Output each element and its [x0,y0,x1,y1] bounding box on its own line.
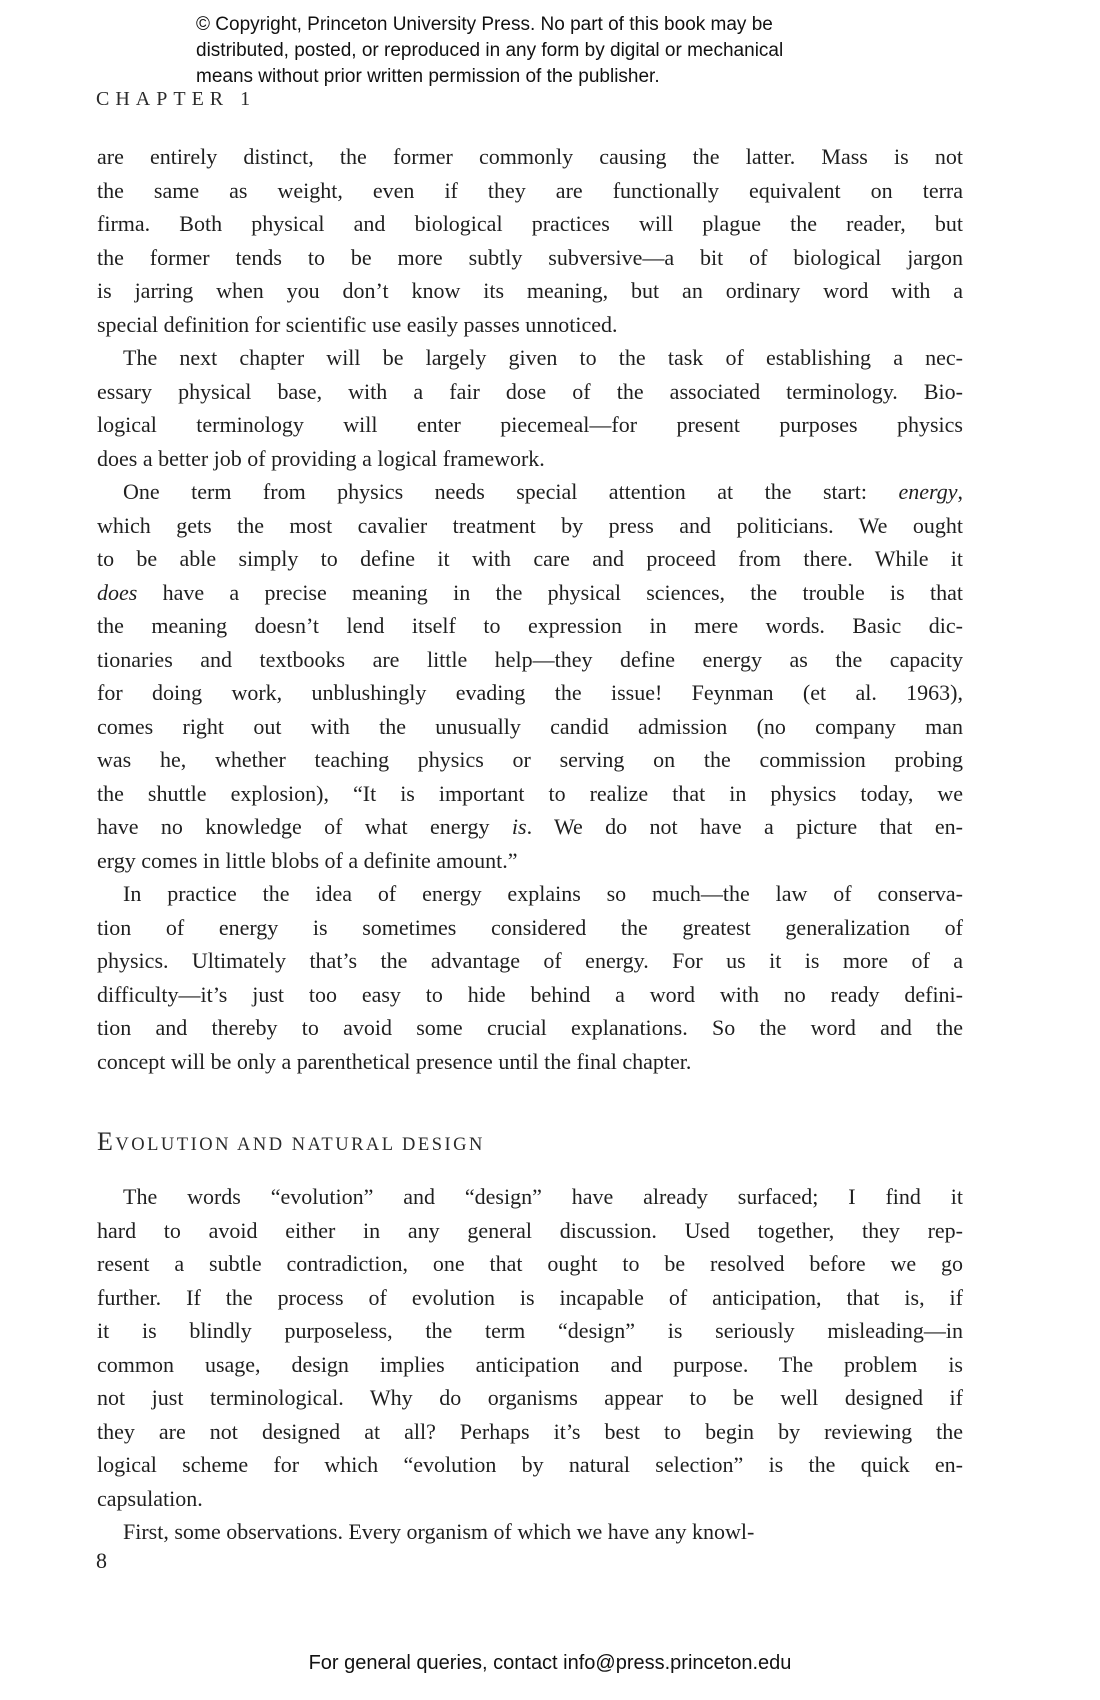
text-line: essary physical base, with a fair dose of the associated terminology. Bio- [97,378,963,404]
text-line: resent a subtle contradiction, one that ought to be resolved before we go [97,1251,963,1276]
text-line: logical scheme for which “evolution by natural selection” is the quick en- [97,1452,963,1477]
text-line: hard to avoid either in any general discussion. Used together, they rep- [97,1217,963,1243]
text-line: difficulty—it’s just too easy to hide behind a word with no ready defini- [97,981,963,1007]
section-heading: EVOLUTION AND NATURAL DESIGN [97,1127,485,1156]
text-line: was he, whether teaching physics or serving on the commission probing [97,747,963,772]
text-line: tionaries and textbooks are little help—they define energy as the capacity [97,646,963,672]
paragraph [97,341,963,475]
text-line: the shuttle explosion), “It is important to realize that in physics today, we [97,780,963,806]
text-line: have no knowledge of what energy is. We do not have a picture that en- [97,814,964,839]
text-line: tion of energy is sometimes considered the greatest generalization of [97,914,963,940]
text-line: for doing work, unblushingly evading the issue! Feynman (et al. 1963), [97,680,963,705]
page-number: 8 [96,1548,107,1573]
text-line: further. If the process of evolution is incapable of anticipation, that is, if [97,1284,963,1310]
paragraph [97,1180,963,1515]
text-line: to be able simply to define it with care and proceed from there. While it [97,546,963,571]
text-line: which gets the most cavalier treatment by press and politicians. We ought [97,512,963,538]
text-line: physics. Ultimately that’s the advantage of energy. For us it is more of a [97,948,963,973]
text-line: firma. Both physical and biological practices will plague the reader, but [97,211,963,236]
paragraph [97,877,963,1078]
paragraph [97,140,963,341]
copyright-notice [196,12,783,90]
text-line: First, some observations. Every organism of which we have any knowl- [123,1519,755,1544]
text-line: tion and thereby to avoid some crucial explanations. So the word and the [97,1015,963,1040]
text-line: is jarring when you don’t know its meaning, but an ordinary word with a [97,278,963,303]
text-line: special definition for scientific use easily passes unnoticed. [97,311,618,337]
copyright-line: © Copyright, Princeton University Press. No part of this book may be [196,14,773,35]
text-line: logical terminology will enter piecemeal—for present purposes physics [97,412,963,437]
text-line: In practice the idea of energy explains so much—the law of conserva- [123,881,963,906]
text-line: it is blindly purposeless, the term “design” is seriously misleading—in [97,1318,963,1343]
text-line: common usage, design implies anticipation and purpose. The problem is [97,1351,963,1377]
text-line: they are not designed at all? Perhaps it’s best to begin by reviewing the [97,1418,963,1444]
text-line: concept will be only a parenthetical presence until the final chapter. [97,1048,692,1074]
text-line: are entirely distinct, the former commonly causing the latter. Mass is not [97,144,963,169]
text-line: ergy comes in little blobs of a definite amount.” [97,847,518,873]
text-line: The next chapter will be largely given to the task of establishing a nec- [123,345,963,370]
text-line: the meaning doesn’t lend itself to expression in mere words. Basic dic- [97,613,963,638]
text-line: comes right out with the unusually candid admission (no company man [97,713,963,739]
footer-contact-text: For general queries, contact info@press.princeton.edu [308,1652,792,1674]
text-line: the same as weight, even if they are functionally equivalent on terra [97,177,963,203]
text-line: the former tends to be more subtly subversive—a bit of biological jargon [97,244,963,270]
body-column [97,140,963,1549]
text-line: One term from physics needs special attention at the start: energy, [123,479,963,504]
text-line: capsulation. [97,1485,203,1511]
paragraph [97,475,963,877]
paragraph [97,1515,963,1549]
copyright-line: distributed, posted, or reproduced in any form by digital or mechanical [196,40,784,61]
text-line: does a better job of providing a logical framework. [97,445,545,471]
chapter-label: CHAPTER 1 [96,88,257,110]
text-line: not just terminological. Why do organisms appear to be well designed if [97,1385,963,1410]
text-line: does have a precise meaning in the physical sciences, the trouble is that [97,579,963,605]
copyright-line: means without prior written permission of the publisher. [196,66,660,87]
text-line: The words “evolution” and “design” have already surfaced; I find it [123,1184,963,1209]
